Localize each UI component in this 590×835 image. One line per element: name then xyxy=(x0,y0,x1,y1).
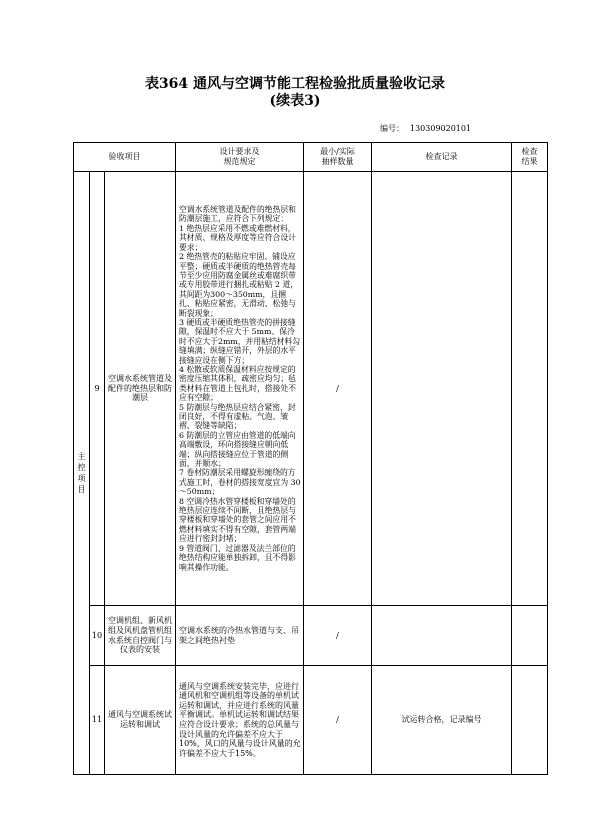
row-result xyxy=(512,606,548,666)
row-result xyxy=(512,172,548,606)
row-item-name: 空调机组、新风机组及风机盘管机组水系统自控阀门与仪表的安装 xyxy=(105,606,176,666)
category-label: 主控项目 xyxy=(77,452,86,494)
row-sample: / xyxy=(304,606,372,666)
inspection-table xyxy=(73,142,548,775)
document-subtitle: (续表3) xyxy=(269,93,321,109)
header-result: 检查 结果 xyxy=(512,143,548,172)
table-row xyxy=(74,172,548,606)
header-record: 检查记录 xyxy=(372,143,512,172)
document-title: 表364 通风与空调节能工程检验批质量验收记录 xyxy=(144,76,446,92)
document-number-value: 130309020101 xyxy=(410,124,472,133)
header-item: 验收项目 xyxy=(74,143,176,172)
row-item-name: 通风与空调系统试运转和调试 xyxy=(105,666,176,775)
row-record: 试运转合格，记录编号 xyxy=(372,666,512,775)
document-number-label: 编号： xyxy=(380,124,404,133)
row-number: 11 xyxy=(90,666,105,775)
row-result xyxy=(512,666,548,775)
row-sample: / xyxy=(304,172,372,606)
table-header-row xyxy=(74,143,548,172)
row-requirement: 通风与空调系统安装完毕，应进行通风机和空调机组等设备的单机试运转和调试，并应进行系统的风量平衡调试。单机试运转和调试结果应符合设计要求；系统的总风量与设计风量的允许偏差不应大于10%，风口的风量与设计风量的允许偏差不应大于15%。 xyxy=(176,666,304,775)
row-item-name: 空调水系统管道及配件的绝热层和防潮层 xyxy=(105,172,176,606)
row-record xyxy=(372,172,512,606)
table-row xyxy=(74,606,548,666)
document-number xyxy=(380,123,471,134)
row-record xyxy=(372,606,512,666)
row-requirement: 空调水系统的冷热水管道与支、吊架之间绝热衬垫 xyxy=(176,606,304,666)
category-cell xyxy=(74,172,90,775)
table-row xyxy=(74,666,548,775)
row-number: 9 xyxy=(90,172,105,606)
row-sample: / xyxy=(304,666,372,775)
header-sample: 最小/实际 抽样数量 xyxy=(304,143,372,172)
header-requirement: 设计要求及 规范规定 xyxy=(176,143,304,172)
row-number: 10 xyxy=(90,606,105,666)
row-requirement: 空调水系统管道及配件的绝热层和防潮层施工，应符合下列规定： 1 绝热层应采用不燃或难燃材料，其材质、规格及厚度等应符合设计要求； 2 绝热管壳的粘贴应牢固、铺设应平整；硬质或半硬质的绝热管壳每节至少应用防腐金属丝或难腐织带或专用胶带进行捆扎或粘贴 2 道，其间距为300～350mm，且捆扎、粘贴应紧密，无滑动、松弛与断裂现象； 3 硬质或半硬质绝热管壳的拼接缝隙，保温时不应大于 5mm、保冷时不应大于2mm，并用粘结材料勾缝填满；纵缝应错开，外层的水平接缝应设在侧下方； 4 松散或软质保温材料应按规定的密度压缩其体积，疏密应均匀；毡类材料在管道上包扎时，搭接处不应有空隙； 5 防潮层与绝热层应结合紧密，封闭良好，不得有虚粘、气泡、皱褶、裂缝等缺陷； 6 防潮层的立管应由管道的低端向高端敷设，环向搭接缝应朝向低端；纵向搭接缝应位于管道的侧面，并顺水； 7 卷材防潮层采用螺旋形缠绕的方式施工时，卷材的搭接宽度宜为 30～50mm； 8 空调冷热水管穿楼板和穿墙处的绝热层应连续不间断，且绝热层与穿楼板和穿墙处的套管之间应用不燃材料填实不得有空隙，套管两端应进行密封封堵； 9 管道阀门、过滤器及法兰部位的绝热结构应能单独拆卸，且不得影响其操作功能。 xyxy=(176,172,304,606)
